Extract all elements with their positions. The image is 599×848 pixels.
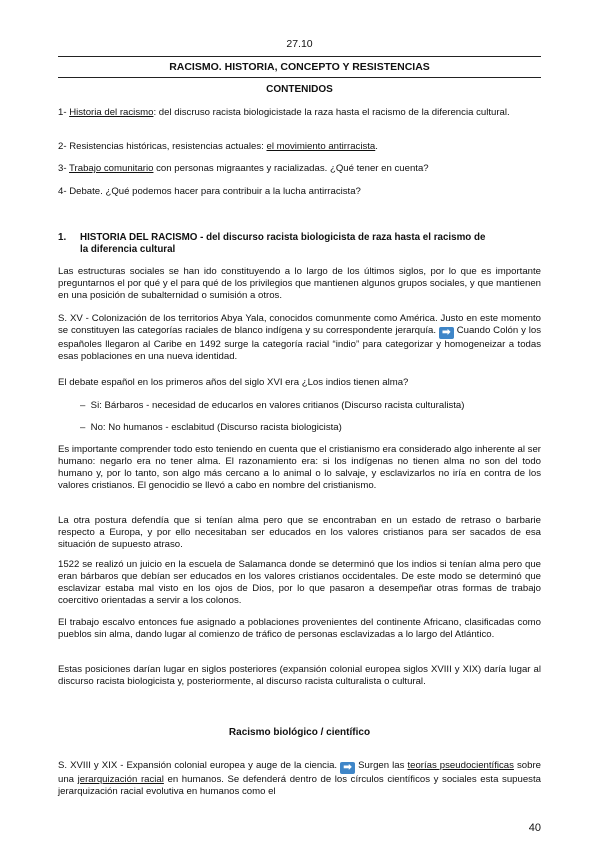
item-text: con personas migraantes y racializadas. ¿Qué tener en cuenta?	[153, 163, 429, 174]
item-prefix: 1-	[58, 107, 70, 118]
list-item-text: Si: Bárbaros - necesidad de educarlos en valores critianos (Discurso racista culturalista)	[90, 400, 465, 411]
paragraph-1: Las estructuras sociales se han ido constituyendo a lo largo de los últimos siglos, por lo que es importante preguntarnos el por qué y el para qué de los privilegios que mantienen algunos grupos sociales, y que mantienen en una posición de subalternidad o sumisión a otros.	[58, 266, 541, 301]
section-heading-line-2: la diferencia cultural	[80, 244, 176, 255]
page-number: 40	[528, 822, 541, 834]
contents-heading: CONTENIDOS	[266, 84, 333, 95]
paragraph-text: S. XV - Colonización de los territorios Abya Yala, conocidos comunmente como América. Justo en este momento se constituyen las categorías raciales de blanco indígena y su correspondente jerarquía.	[58, 313, 541, 336]
paragraph-9	[58, 760, 541, 798]
list-item-text: No: No humanos - esclabitud (Discurso racista biologicista)	[90, 422, 342, 433]
paragraph-8: Estas posiciones darían lugar en siglos posteriores (expansión colonial europea siglos XVIII y XIX) daría lugar al discurso racista biologicista y, posteriormente, al discurso racista culturalista o cultural.	[58, 664, 541, 687]
list-item: – Si: Bárbaros - necesidad de educarlos en valores critianos (Discurso racista culturalista)	[80, 400, 465, 411]
link-jerarquizacion-racial[interactable]: jerarquización racial	[77, 774, 164, 785]
document-title: RACISMO. HISTORIA, CONCEPTO Y RESISTENCIAS	[169, 61, 430, 73]
contents-item-3	[58, 163, 541, 175]
contents-item-2	[58, 141, 541, 153]
title-bar	[58, 56, 541, 78]
item-text: : del discruso racista biologicistade la raza hasta el racismo de la diferencia cultural.	[153, 107, 510, 118]
paragraph-text: sobre una	[58, 760, 541, 785]
link-movimiento-antirracista[interactable]: el movimiento antirracista	[266, 141, 376, 152]
item-prefix: 2- Resistencias históricas, resistencias actuales:	[58, 141, 267, 152]
paragraph-2	[58, 313, 541, 363]
paragraph-text: Surgen las	[355, 760, 408, 771]
paragraph-6: 1522 se realizó un juicio en la escuela de Salamanca donde se determinó que los indios si tenían alma pero que eran bárbaros que debían ser educados en los valores cristianos occidentales. De este modo se determinó que esclavizar estaba mal visto en los ojos de Dios, por lo que pasaron a desempeñar otras formas de trabajo coercitivo orientadas a servir a los colonos.	[58, 559, 541, 606]
link-teorias-pseudocientificas[interactable]: teorías pseudocientíficas	[407, 760, 514, 771]
arrow-right-icon: ➡	[439, 327, 454, 339]
arrow-right-icon: ➡	[340, 762, 355, 774]
contents-item-4: 4- Debate. ¿Qué podemos hacer para contribuir a la lucha antirracista?	[58, 186, 361, 197]
link-trabajo-comunitario[interactable]: Trabajo comunitario	[69, 163, 154, 174]
paragraph-4: Es importante comprender todo esto teniendo en cuenta que el cristianismo era considerado algo inherente al ser humano: negarlo era no tener alma. El razonamiento era: si los indígenas no tienen alma no son del todo humano y, por lo tanto, son algo más cercano a lo animal o lo salvaje, y esclavizarlos no iría en contra de los valores cristianos. El genocidio se llevó a cabo en nombre del cristianismo.	[58, 444, 541, 491]
subsection-heading: Racismo biológico / científico	[228, 727, 371, 738]
paragraph-text: Cuando Colón y los españoles llegaron al Caribe en 1492 surge la categoría racial “indio” para categorizar y homogeneizar a todas esas poblaciones en una nueva identidad.	[58, 325, 541, 362]
section-1-heading	[58, 232, 541, 256]
section-heading-line-1: HISTORIA DEL RACISMO - del discurso racista biologicista de raza hasta el racismo de	[80, 232, 486, 243]
paragraph-7: El trabajo escalvo entonces fue asignado a poblaciones provenientes del continente Africano, clasificadas como pueblos sin alma, dando lugar al comienzo de tráfico de personas esclavizadas a lo largo del Atlántico.	[58, 617, 541, 640]
link-historia-racismo[interactable]: Historia del racismo	[69, 107, 154, 118]
document-date: 27.10	[286, 38, 313, 50]
contents-item-1	[58, 107, 541, 119]
item-prefix: 3-	[58, 163, 70, 174]
section-number: 1.	[58, 232, 67, 243]
paragraph-3: El debate español en los primeros años del siglo XVI era ¿Los indios tienen alma?	[58, 377, 409, 388]
paragraph-5: La otra postura defendía que si tenían alma pero que se encontraban en un estado de retraso o barbarie respecto a Europa, y por ello necesitaban ser educados en los valores cristianos para ser sacados de esa situación de supuesto atraso.	[58, 515, 541, 550]
paragraph-text: S. XVIII y XIX - Expansión colonial europea y auge de la ciencia.	[58, 760, 341, 771]
item-text: .	[375, 141, 378, 152]
paragraph-text: en humanos. Se defenderá dentro de los círculos científicos y sociales esta supuesta jerarquización racial evolutiva en humanos como el	[58, 774, 541, 797]
list-item: – No: No humanos - esclabitud (Discurso racista biologicista)	[80, 422, 342, 433]
